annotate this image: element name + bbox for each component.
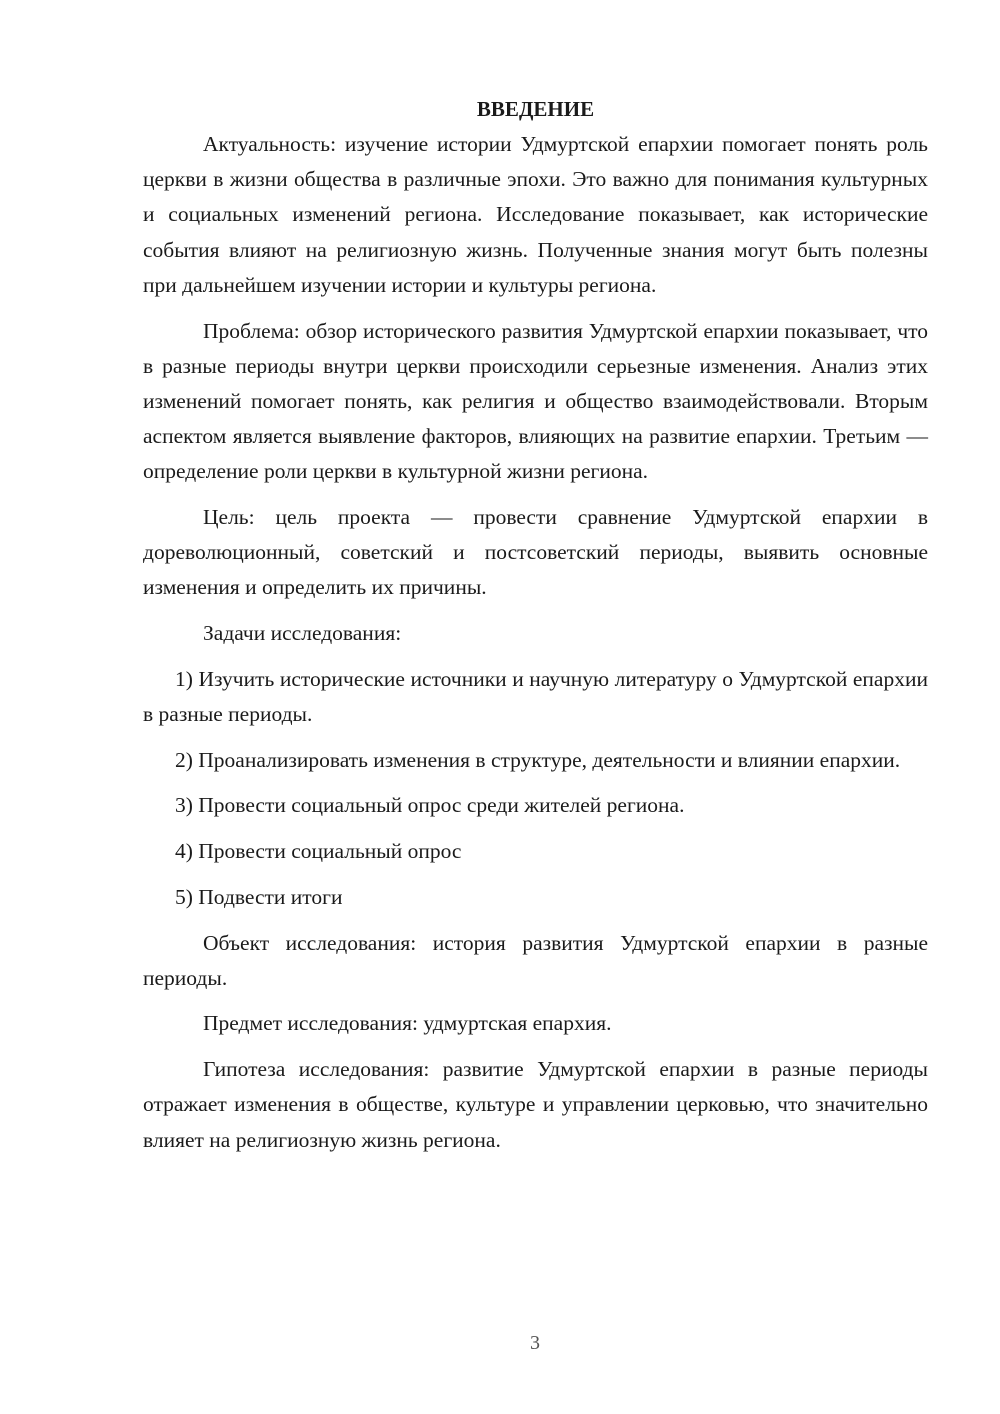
task-item-4: 4) Провести социальный опрос: [175, 839, 462, 864]
page-number: 3: [530, 1332, 540, 1354]
tasks-title: Задачи исследования:: [203, 621, 402, 646]
task-item-3: 3) Провести социальный опрос среди жителей региона.: [175, 793, 685, 818]
task-item-2: 2) Проанализировать изменения в структуре, деятельности и влиянии епархии.: [175, 747, 901, 772]
goal-paragraph: Цель: цель проекта — провести сравнение Удмуртской епархии в дореволюционный, советский и постсоветский периоды, выявить основные изменения и определить их причины.: [143, 505, 928, 600]
relevance-paragraph: Актуальность: изучение истории Удмуртской епархии помогает понять роль церкви в жизни общества в различные эпохи. Это важно для понимания культурных и социальных изменений региона. Исследование показывает, как исторические события влияют на религиозную жизнь. Полученные знания могут быть полезны при дальнейшем изучении истории и культуры региона.: [143, 132, 928, 297]
task-item-5: 5) Подвести итоги: [175, 884, 343, 909]
hypothesis-paragraph: Гипотеза исследования: развитие Удмуртской епархии в разные периоды отражает изменения в обществе, культуре и управлении церковью, что значительно влияет на религиозную жизнь региона.: [143, 1057, 928, 1152]
problem-paragraph: Проблема: обзор исторического развития Удмуртской епархии показывает, что в разные периоды внутри церкви происходили серьезные изменения. Анализ этих изменений помогает понять, как религия и общество взаимодействовали. Вторым аспектом является выявление факторов, влияющих на развитие епархии. Третьим — определение роли церкви в культурной жизни региона.: [143, 318, 928, 484]
subject-paragraph: Предмет исследования: удмуртская епархия.: [203, 1011, 612, 1036]
task-item-1: 1) Изучить исторические источники и научную литературу о Удмуртской епархии в разные периоды.: [143, 666, 928, 727]
document-page: [143, 92, 928, 1158]
object-paragraph: Объект исследования: история развития Удмуртской епархии в разные периоды.: [143, 930, 928, 990]
document-heading: ВВЕДЕНИЕ: [476, 97, 595, 121]
